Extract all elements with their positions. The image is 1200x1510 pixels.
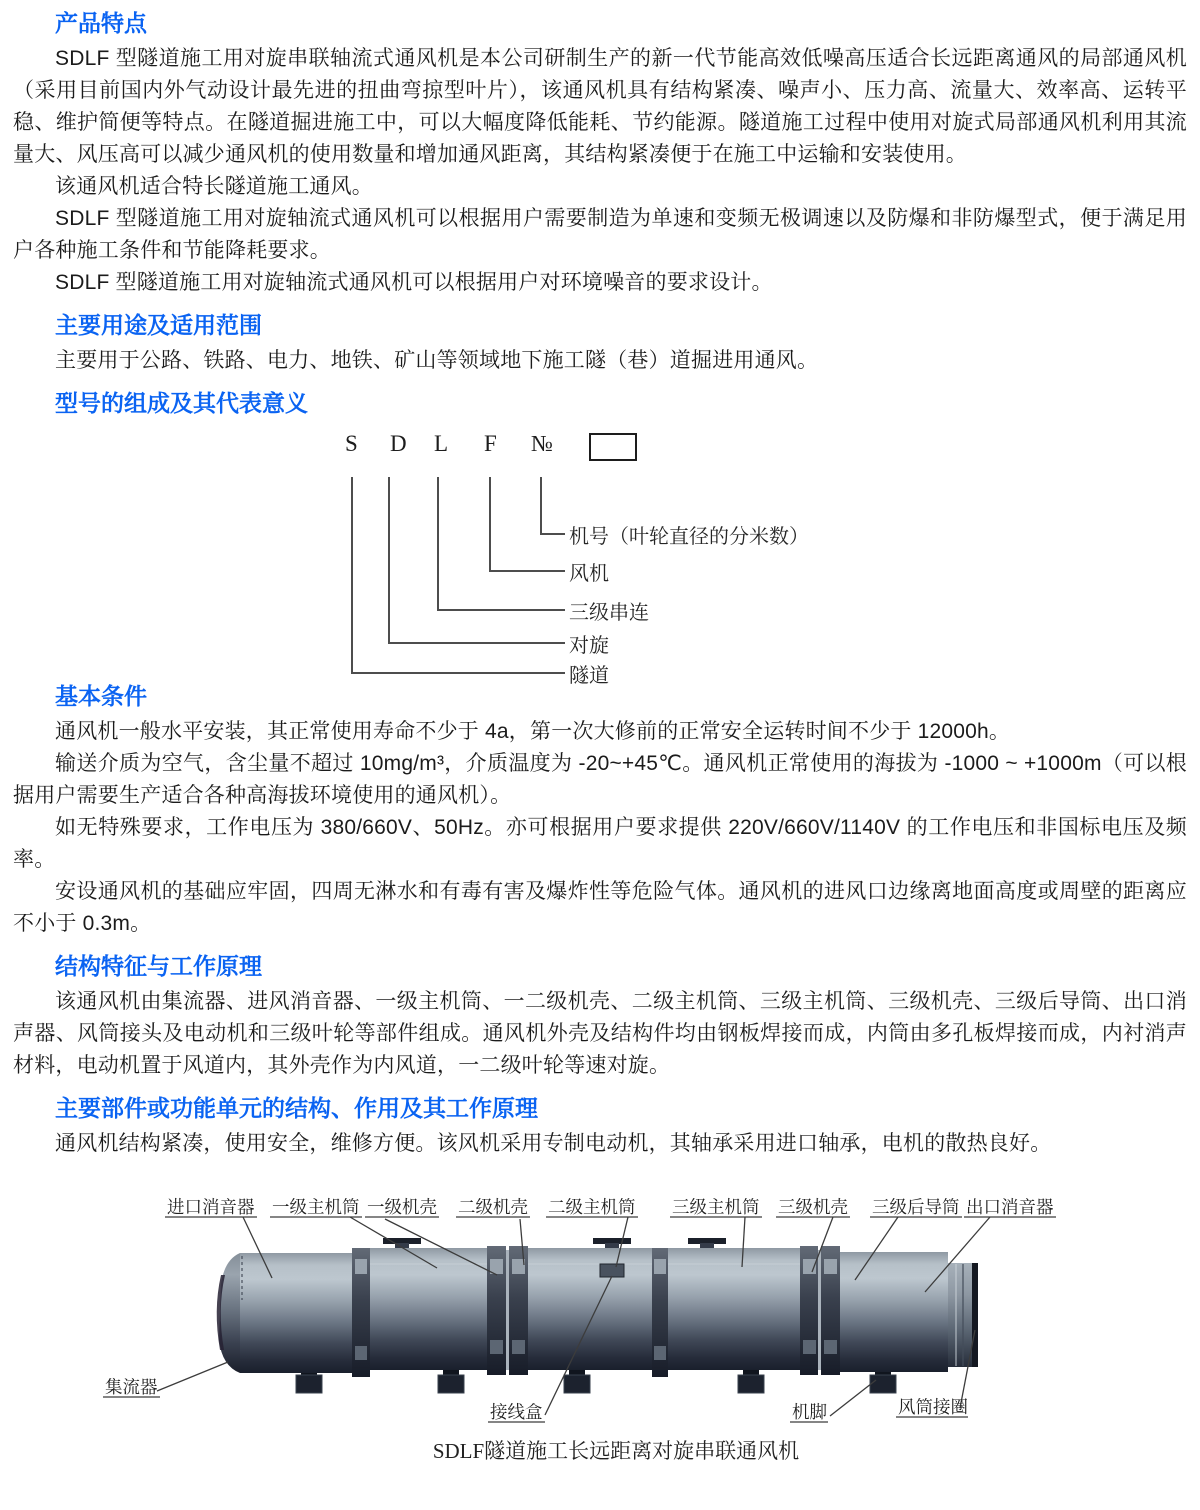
section-heading-model-code: 型号的组成及其代表意义 — [55, 390, 308, 416]
paragraph-foundation: 安设通风机的基础应牢固，四周无淋水和有毒有害及爆炸性等危险气体。通风机的进风口边缘离地面高度或周壁的距离应不小于 0.3m。 — [13, 880, 1187, 935]
figure-label-junction-box: 接线盒 — [490, 1402, 543, 1422]
figure-label-stage3-cylinder: 三级主机筒 — [672, 1197, 760, 1217]
duct-connection-ring — [948, 1263, 974, 1367]
figure-caption: SDLF隧道施工长远距离对旋串联通风机 — [432, 1439, 800, 1463]
fan-assembly-figure — [0, 1180, 1200, 1482]
paragraph-service-life: 通风机一般水平安装，其正常使用寿命不少于 4a，第一次大修前的正常安全运转时间不少于 12000h。 — [55, 720, 1011, 743]
figure-label-stage1-cylinder: 一级主机筒 — [272, 1197, 360, 1217]
stage3-main-cylinder — [668, 1248, 800, 1370]
figure-label-machine-foot: 机脚 — [792, 1402, 827, 1422]
section-heading-main-components: 主要部件或功能单元的结构、作用及其工作原理 — [55, 1095, 538, 1121]
figure-label-stage2-casing: 二级机壳 — [458, 1197, 528, 1217]
model-number-box — [589, 433, 637, 461]
model-label-tunnel: 隧道 — [569, 665, 609, 687]
section-heading-applications: 主要用途及适用范围 — [55, 312, 262, 338]
paragraph-voltage: 如无特殊要求，工作电压为 380/660V、50Hz。亦可根据用户要求提供 220V/660V/1140V 的工作电压和非国标电压及频率。 — [13, 816, 1187, 871]
paragraph-applications: 主要用于公路、铁路、电力、地铁、矿山等领域地下施工隧（巷）道掘进用通风。 — [55, 349, 819, 372]
figure-label-stage2-cylinder: 二级主机筒 — [548, 1197, 636, 1217]
paragraph-medium: 输送介质为空气，含尘量不超过 10mg/m³，介质温度为 -20~+45℃。通风机正常使用的海拔为 -1000 ~ +1000m（可以根据用户需要生产适合各种高海拔环境使用的通风机）。 — [13, 752, 1187, 807]
figure-label-inlet-silencer: 进口消音器 — [167, 1197, 255, 1217]
leader-elbow-tunnel — [351, 477, 565, 674]
paragraph-product-intro: SDLF 型隧道施工用对旋串联轴流式通风机是本公司研制生产的新一代节能高效低噪高压适合长远距离通风的局部通风机（采用目前国内外气动设计最先进的扭曲弯掠型叶片），该通风机具有结构紧凑、噪声小、压力高、流量大、效率高、运转平稳、维护简便等特点。在隧道掘进施工中，可以大幅度降低能耗、节约能源。隧道施工过程中使用对旋式局部通风机利用其流量大、风压高可以减少通风机的使用数量和增加通风距离，其结构紧凑便于在施工中运输和安装使用。 — [13, 47, 1187, 166]
junction-box — [600, 1264, 624, 1277]
model-label-three-stage-series: 三级串连 — [569, 602, 649, 624]
paragraph-structure: 该通风机由集流器、进风消音器、一级主机筒、一二级机壳、二级主机筒、三级主机筒、三级机壳、三级后导筒、出口消声器、风筒接头及电动机和三级叶轮等部件组成。通风机外壳及结构件均由钢板焊接而成，内筒由多孔板焊接而成，内衬消声材料，电动机置于风道内，其外壳作为内风道，一二级叶轮等速对旋。 — [13, 990, 1187, 1077]
figure-label-stage3-casing: 三级机壳 — [778, 1197, 848, 1217]
stage2-main-cylinder — [528, 1248, 652, 1370]
model-label-machine-number: 机号（叶轮直径的分米数） — [569, 526, 809, 548]
model-letter-d: D — [390, 431, 407, 456]
model-label-contra-rotating: 对旋 — [569, 635, 609, 657]
paragraph-main-components: 通风机结构紧凑，使用安全，维修方便。该风机采用专制电动机，其轴承采用进口轴承，电机的散热良好。 — [55, 1132, 1052, 1155]
paragraph-long-tunnel: 该通风机适合特长隧道施工通风。 — [55, 175, 373, 198]
inlet-bell-mouth — [219, 1253, 240, 1373]
model-label-fan: 风机 — [569, 563, 609, 585]
figure-label-stage1-casing: 一级机壳 — [367, 1197, 437, 1217]
stage1-main-cylinder — [370, 1248, 487, 1370]
model-letter-l: L — [434, 431, 449, 456]
inlet-silencer-cylinder — [240, 1253, 352, 1373]
paragraph-noise-design: SDLF 型隧道施工用对旋轴流式通风机可以根据用户对环境噪音的要求设计。 — [55, 271, 773, 294]
figure-label-outlet-silencer: 出口消音器 — [966, 1197, 1054, 1217]
figure-label-stage3-guide: 三级后导筒 — [872, 1197, 960, 1217]
section-heading-basic-conditions: 基本条件 — [55, 683, 147, 709]
section-heading-product-features: 产品特点 — [55, 10, 147, 36]
model-letter-f: F — [484, 431, 497, 456]
figure-label-duct-ring: 风筒接圈 — [898, 1397, 968, 1417]
outlet-silencer-cylinder — [840, 1252, 948, 1372]
paragraph-variants: SDLF 型隧道施工用对旋轴流式通风机可以根据用户需要制造为单速和变频无极调速以及防爆和非防爆型式，便于满足用户各种施工条件和节能降耗要求。 — [13, 207, 1187, 262]
model-letter-no: № — [531, 431, 553, 456]
model-letter-s: S — [345, 431, 358, 456]
model-code-diagram — [13, 423, 1187, 687]
figure-label-collector: 集流器 — [105, 1377, 158, 1397]
section-heading-structure: 结构特征与工作原理 — [55, 953, 262, 979]
